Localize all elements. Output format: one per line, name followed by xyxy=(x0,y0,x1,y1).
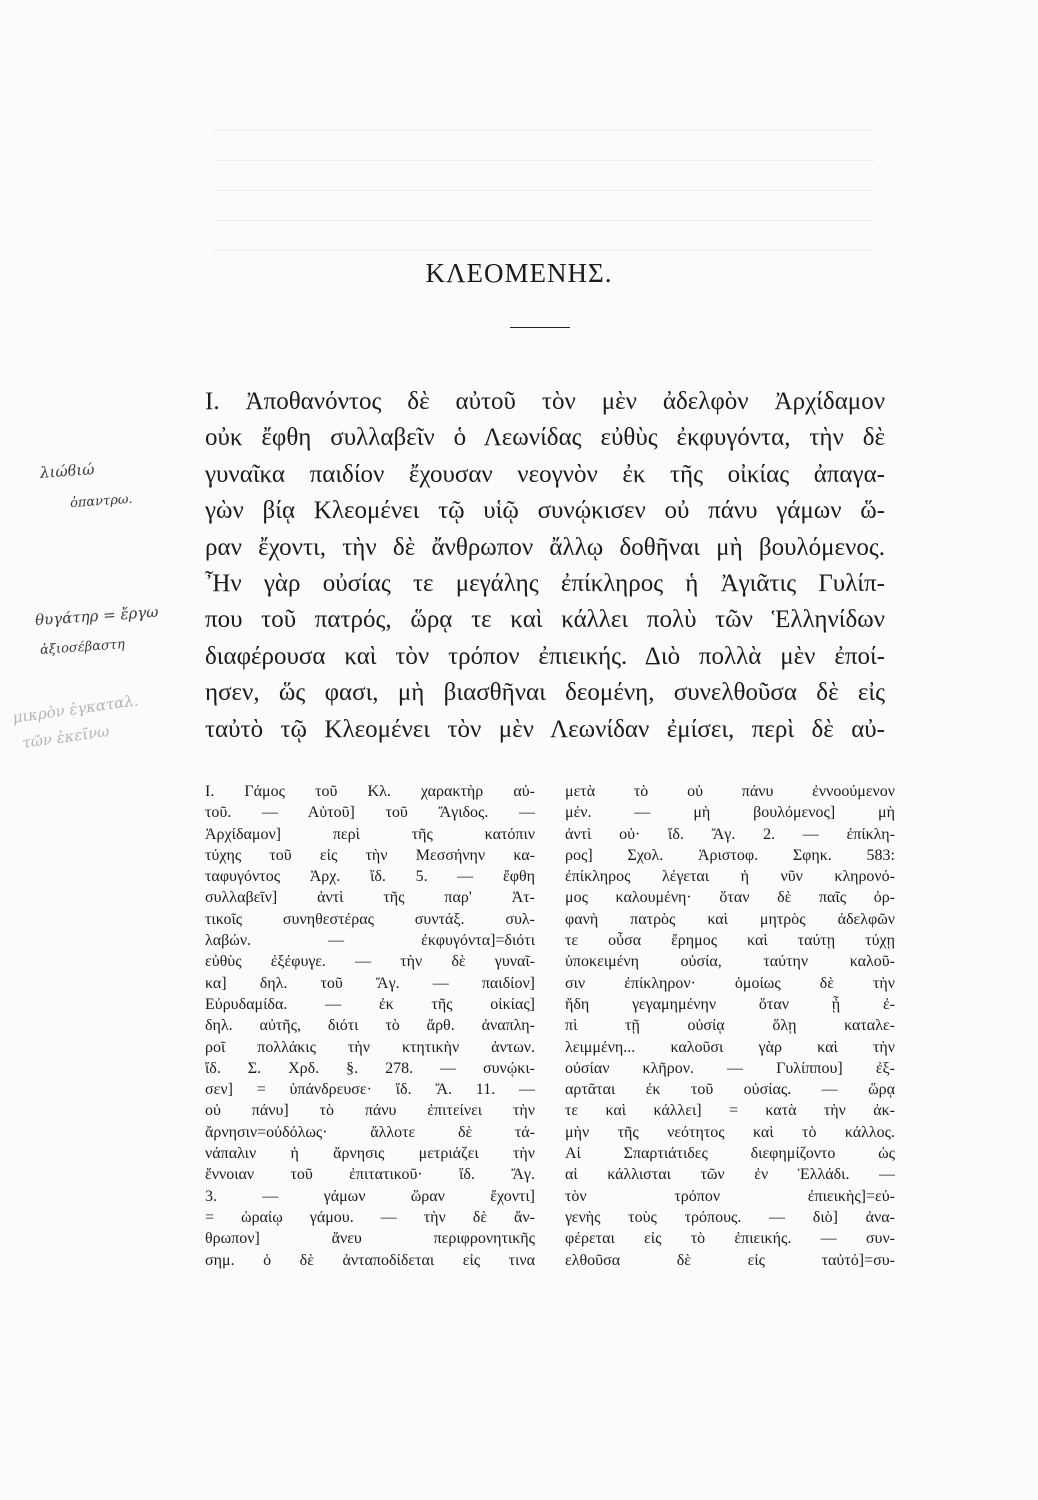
main-text-line: διαφέρουσα καὶ τὸν τρόπον ἐπιεικής. Διὸ πολλὰ μὲν ἐποί- xyxy=(205,642,885,670)
note-line: ἔννοιαν τοῦ ἐπιτατικοῦ· ἴδ. Ἄγ. xyxy=(205,1166,535,1184)
note-line: σιν ἐπίκληρον· ὁμοίως δὲ τὴν xyxy=(565,974,895,992)
handwritten-margin-note: ἀξιοσέβαστη xyxy=(39,637,126,658)
note-line: τε καὶ κάλλει] = κατὰ τὴν ἀκ- xyxy=(565,1102,895,1120)
main-text-line: Ι. Ἀποθανόντος δὲ αὐτοῦ τὸν μὲν ἀδελφὸν Ἀρχίδαμον xyxy=(205,388,885,415)
note-line: μετὰ τὸ οὐ πάνυ ἐννοούμενον xyxy=(565,783,895,800)
note-line: σεν] = ὑπάνδρευσε· ἴδ. Ἄ. 11. — xyxy=(205,1081,535,1099)
note-line: αἱ κάλλισται τῶν ἐν Ἑλλάδι. — xyxy=(565,1166,895,1184)
note-line: γενὴς τοὺς τρόπους. — διὸ] ἀνα- xyxy=(565,1208,895,1226)
note-line: φανὴ πατρὸς καὶ μητρὸς ἀδελφῶν xyxy=(565,910,895,928)
note-line: εὐθὺς ἐξέφυγε. — τὴν δὲ γυναῖ- xyxy=(205,953,535,971)
note-line: κα] δηλ. τοῦ Ἄγ. — παιδίον] xyxy=(205,974,535,992)
note-line: ἄρνησιν=οὐδόλως· ἄλλοτε δὲ τά- xyxy=(205,1123,535,1141)
title-rule xyxy=(510,327,570,328)
handwritten-margin-note: θυγάτηρ = ἔργω xyxy=(34,602,159,630)
note-line: θρωπον] ἄνευ περιφρονητικῆς xyxy=(205,1230,535,1248)
note-line: Ι. Γάμος τοῦ Κλ. χαρακτὴρ αὐ- xyxy=(205,783,535,800)
page-title: ΚΛΕΟΜΕΝΗΣ. xyxy=(425,258,613,288)
note-line: μὴν τῆς νεότητος καὶ τὸ κάλλος. xyxy=(565,1123,895,1141)
note-line: πὶ τῇ οὐσίᾳ ὅλῃ καταλε- xyxy=(565,1017,895,1035)
handwritten-margin-note: ὀπαντρω. xyxy=(69,491,134,512)
main-text-line: που τοῦ πατρός, ὥρᾳ τε καὶ κάλλει πολὺ τῶν Ἑλληνίδων xyxy=(205,606,885,634)
note-line: 3. — γάμων ὥραν ἔχοντι] xyxy=(205,1187,535,1205)
note-line: συλλαβεῖν] ἀντὶ τῆς παρ' Ἀτ- xyxy=(205,889,535,907)
note-line: λειμμένη... καλοῦσι γὰρ καὶ τὴν xyxy=(565,1038,895,1056)
main-text-line: γυναῖκα παιδίον ἔχουσαν νεογνὸν ἐκ τῆς οἰκίας ἀπαγα- xyxy=(205,460,885,488)
note-line: οὐσίαν κλῆρον. — Γυλίππου] ἐξ- xyxy=(565,1059,895,1077)
note-line: τε οὖσα ἔρημος καὶ ταύτῃ τύχῃ xyxy=(565,932,895,950)
note-line: τικοῖς συνηθεστέρας συντάξ. συλ- xyxy=(205,910,535,928)
note-line: Ἀρχίδαμον] περὶ τῆς κατόπιν xyxy=(205,825,535,843)
note-line: = ὡραίῳ γάμου. — τὴν δὲ ἄν- xyxy=(205,1208,535,1226)
bleed-through-line xyxy=(215,220,875,221)
main-text xyxy=(205,384,885,748)
note-line: ἐπίκληρος λέγεται ἡ νῦν κληρονό- xyxy=(565,868,895,886)
commentary-notes xyxy=(205,781,895,1271)
main-text-line: οὐκ ἔφθη συλλαβεῖν ὁ Λεωνίδας εὐθὺς ἐκφυγόντα, τὴν δὲ xyxy=(205,424,885,452)
note-line: τύχης τοῦ εἰς τὴν Μεσσήνην κα- xyxy=(205,846,535,864)
note-line: μέν. — μὴ βουλόμενος] μὴ xyxy=(565,804,895,822)
main-text-line: Ἦν γὰρ οὐσίας τε μεγάλης ἐπίκληρος ἡ Ἀγιᾶτις Γυλίπ- xyxy=(205,569,885,597)
note-line: μος καλουμένη· ὅταν δὲ παῖς ὀρ- xyxy=(565,889,895,907)
note-line: Εὐρυδαμίδα. — ἐκ τῆς οἰκίας] xyxy=(205,995,535,1013)
notes-left-column xyxy=(205,781,535,1271)
bleed-through-line xyxy=(215,160,875,161)
notes-right-column xyxy=(565,781,895,1271)
note-line: τὸν τρόπον ἐπιεικὴς]=εὐ- xyxy=(565,1187,895,1205)
note-line: σημ. ὁ δὲ ἀνταποδίδεται εἰς τινα xyxy=(205,1251,535,1269)
main-text-line: ραν ἔχοντι, τὴν δὲ ἄνθρωπον ἄλλῳ δοθῆναι μὴ βουλόμενος. xyxy=(205,533,885,561)
main-text-line: γὼν βίᾳ Κλεομένει τῷ υἱῷ συνῴκισεν οὐ πάνυ γάμων ὥ- xyxy=(205,497,885,525)
note-line: ἀντὶ οὐ· ἴδ. Ἄγ. 2. — ἐπίκλη- xyxy=(565,825,895,843)
note-line: ροῖ πολλάκις τὴν κτητικὴν ἀντων. xyxy=(205,1038,535,1056)
note-line: φέρεται εἰς τὸ ἐπιεικής. — συν- xyxy=(565,1230,895,1248)
bleed-through-line xyxy=(215,130,875,131)
note-line: ἴδ. Σ. Χρδ. §. 278. — συνῴκι- xyxy=(205,1059,535,1077)
handwritten-margin-note: λιώϐιώ xyxy=(39,460,96,482)
note-line: αρτᾶται ἐκ τοῦ οὐσίας. — ὥρᾳ xyxy=(565,1081,895,1099)
bleed-through-line xyxy=(215,250,875,251)
note-line: νάπαλιν ἡ ἄρνησις μετριάζει τὴν xyxy=(205,1145,535,1163)
note-line: λαβών. — ἐκφυγόντα]=διότι xyxy=(205,932,535,950)
note-line: τοῦ. — Αὐτοῦ] τοῦ Ἄγιδος. — xyxy=(205,804,535,822)
note-line: ὑποκειμένη οὐσία, ταύτην καλοῦ- xyxy=(565,953,895,971)
note-line: ρος] Σχολ. Ἀριστοφ. Σφηκ. 583: xyxy=(565,846,895,864)
note-line: ἤδη γεγαμημένην ὅταν ᾖ ἐ- xyxy=(565,995,895,1013)
faint-handwritten-note: μικρὸν ἐγκαταλ. xyxy=(11,691,140,727)
note-line: δηλ. αὐτῆς, διότι τὸ ἄρθ. ἀναπλη- xyxy=(205,1017,535,1035)
note-line: Αἱ Σπαρτιάτιδες διεφημίζοντο ὡς xyxy=(565,1145,895,1163)
bleed-through-line xyxy=(215,190,875,191)
faint-handwritten-note: τῶν ἐκεῖνω xyxy=(21,721,111,753)
note-line: ελθοῦσα δὲ εἰς ταὐτό]=συ- xyxy=(565,1251,895,1269)
main-text-line: ησεν, ὥς φασι, μὴ βιασθῆναι δεομένη, συνελθοῦσα δὲ εἰς xyxy=(205,679,885,707)
note-line: ταφυγόντος Ἀρχ. ἴδ. 5. — ἔφθη xyxy=(205,868,535,886)
main-text-line: ταὐτὸ τῷ Κλεομένει τὸν μὲν Λεωνίδαν ἐμίσει, περὶ δὲ αὐ- xyxy=(205,715,885,743)
note-line: οὐ πάνυ] τὸ πάνυ ἐπιτείνει τὴν xyxy=(205,1102,535,1120)
